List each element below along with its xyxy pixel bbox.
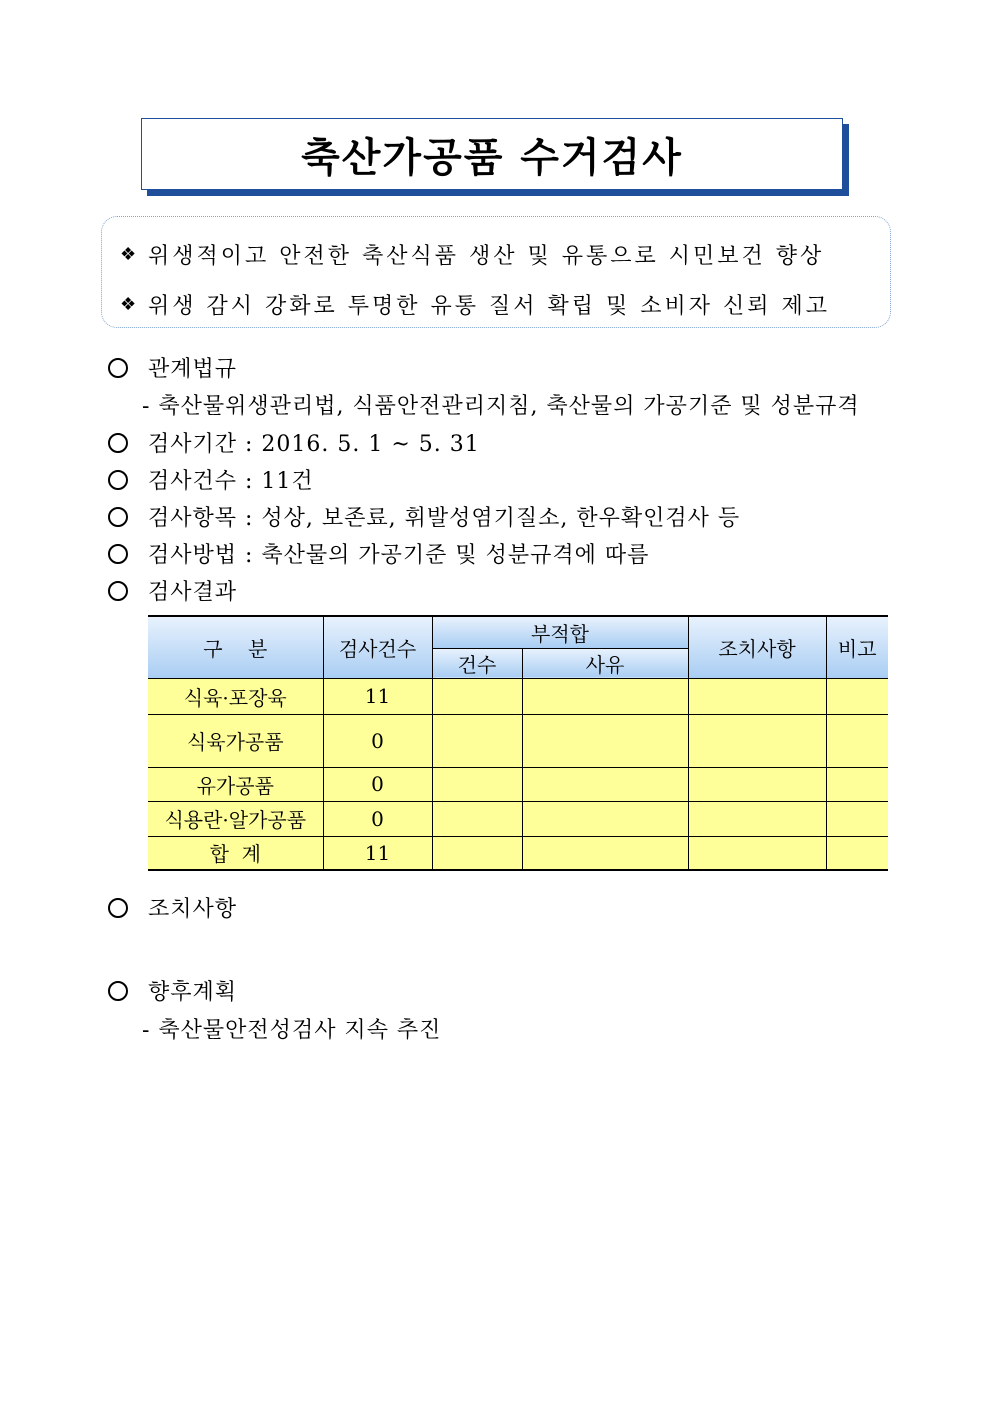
goal-item (120, 289, 830, 320)
goals-box (101, 216, 891, 328)
section-action (108, 892, 237, 923)
cell-nc-reason (522, 714, 688, 767)
result-table (148, 615, 888, 871)
plan-detail: - 축산물안전성검사 지속 추진 (142, 1018, 442, 1043)
diamond-bullet-icon: ❖ (120, 244, 140, 265)
cell-count: 11 (323, 678, 432, 714)
header-note: 비고 (826, 616, 888, 678)
page-title: 축산가공품 수거검사 (141, 118, 843, 190)
circle-bullet-icon (108, 981, 128, 1001)
cell-note (826, 678, 888, 714)
cell-nc-count (432, 801, 522, 836)
section-period (108, 427, 480, 458)
cell-category: 유가공품 (148, 767, 323, 801)
goal-text: 위생적이고 안전한 축산식품 생산 및 유통으로 시민보건 향상 (148, 244, 825, 269)
goal-text: 위생 감시 강화로 투명한 유통 질서 확립 및 소비자 신뢰 제고 (148, 294, 830, 319)
header-nonconform: 부적합 (432, 616, 688, 648)
cell-nc-count (432, 836, 522, 870)
cell-nc-count (432, 767, 522, 801)
cell-action (688, 767, 826, 801)
cell-nc-count (432, 678, 522, 714)
section-items (108, 501, 740, 532)
cell-action (688, 714, 826, 767)
section-label: 검사항목 : 성상, 보존료, 휘발성염기질소, 한우확인검사 등 (148, 506, 741, 531)
section-method (108, 538, 649, 569)
cell-category: 식육가공품 (148, 714, 323, 767)
section-plan (108, 975, 237, 1006)
header-count: 검사건수 (323, 616, 432, 678)
circle-bullet-icon (108, 507, 128, 527)
cell-note (826, 801, 888, 836)
header-nc-count: 건수 (432, 648, 522, 678)
section-label: 검사기간 : 2016. 5. 1 ~ 5. 31 (148, 432, 480, 457)
cell-action (688, 801, 826, 836)
cell-action (688, 836, 826, 870)
cell-action (688, 678, 826, 714)
cell-category: 식용란·알가공품 (148, 801, 323, 836)
circle-bullet-icon (108, 470, 128, 490)
cell-count: 0 (323, 714, 432, 767)
cell-count: 11 (323, 836, 432, 870)
table-row (148, 767, 888, 801)
header-category: 구 분 (148, 616, 323, 678)
circle-bullet-icon (108, 898, 128, 918)
circle-bullet-icon (108, 581, 128, 601)
diamond-bullet-icon: ❖ (120, 294, 140, 315)
law-detail: - 축산물위생관리법, 식품안전관리지침, 축산물의 가공기준 및 성분규격 (142, 394, 860, 419)
cell-nc-reason (522, 767, 688, 801)
section-result (108, 575, 237, 606)
table-row (148, 678, 888, 714)
table-row (148, 714, 888, 767)
section-label: 향후계획 (148, 980, 238, 1005)
cell-nc-reason (522, 836, 688, 870)
section-label: 관계법규 (148, 357, 238, 382)
cell-category: 식육·포장육 (148, 678, 323, 714)
circle-bullet-icon (108, 544, 128, 564)
cell-nc-reason (522, 801, 688, 836)
circle-bullet-icon (108, 358, 128, 378)
cell-note (826, 767, 888, 801)
cell-note (826, 836, 888, 870)
section-label: 검사방법 : 축산물의 가공기준 및 성분규격에 따름 (148, 543, 650, 568)
circle-bullet-icon (108, 433, 128, 453)
header-nc-reason: 사유 (522, 648, 688, 678)
section-count (108, 464, 314, 495)
table-row-total (148, 836, 888, 870)
goal-item (120, 239, 824, 270)
table-row (148, 801, 888, 836)
cell-count: 0 (323, 767, 432, 801)
section-label: 검사결과 (148, 580, 238, 605)
header-action: 조치사항 (688, 616, 826, 678)
cell-note (826, 714, 888, 767)
section-law (108, 352, 237, 383)
cell-nc-count (432, 714, 522, 767)
section-label: 검사건수 : 11건 (148, 469, 314, 494)
cell-category: 합 계 (148, 836, 323, 870)
cell-count: 0 (323, 801, 432, 836)
title-block (141, 118, 843, 190)
section-label: 조치사항 (148, 897, 238, 922)
cell-nc-reason (522, 678, 688, 714)
